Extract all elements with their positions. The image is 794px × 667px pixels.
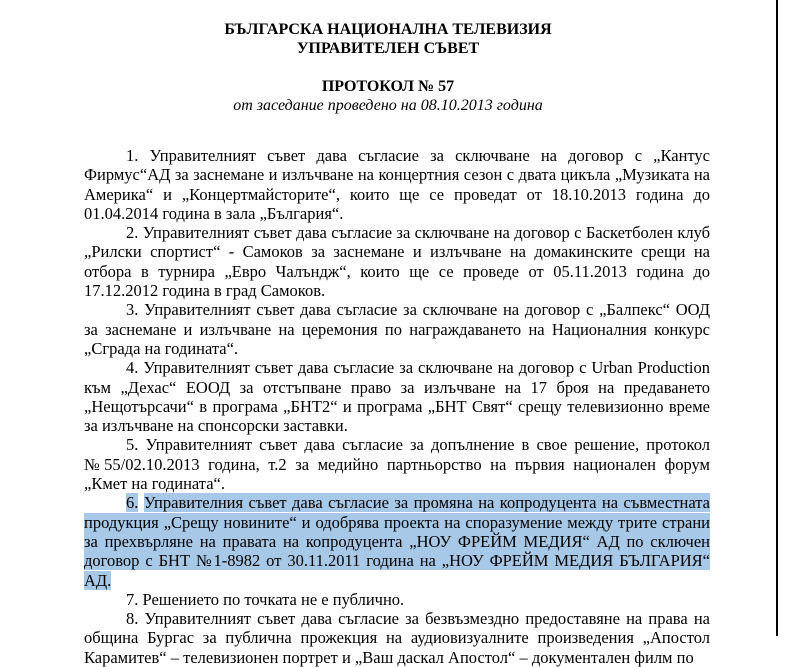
meeting-date-line: от заседание проведено на 08.10.2013 година xyxy=(233,97,543,114)
resolution-item-7 xyxy=(84,590,710,609)
resolution-text: Управителният съвет дава съгласие за сключване на договор с Баскетболен клуб „Рилски спортист“ - Самоков за заснемане и излъчване на домакинските срещи на отбора в турнира „Евро Чалъндж“, които ще се проведе от 05.11.2013 година до 17.12.2012 година в град Самоков. xyxy=(84,223,710,301)
protocol-title: ПРОТОКОЛ № 57 xyxy=(321,78,455,95)
resolution-item-3 xyxy=(84,300,710,358)
resolution-text: Управителният съвет дава съгласие за сключване на договор с Urban Production към „Дехас“ ЕООД за отстъпване право за излъчване на 17 броя на предаването „Нещотърсачи“ в програма „БНТ2“ и програма „БНТ Свят“ срещу телевизионно време за излъчване на спонсорски заставки. xyxy=(84,358,710,436)
resolution-item-2 xyxy=(84,223,710,300)
resolutions-list xyxy=(84,146,710,667)
resolution-number: 3. xyxy=(126,300,139,320)
resolution-number: 2. xyxy=(126,223,139,243)
board-title: УПРАВИТЕЛЕН СЪВЕТ xyxy=(296,40,480,57)
resolution-text: Управителният съвет дава съгласие за допълнение в свое решение, протокол №55/02.10.2013 година, т.2 за медийно партньорство на първия национален форум „Кмет на годината“. xyxy=(84,435,710,494)
selected-text-highlight[interactable]: Управителния съвет дава съгласие за промяна на копродуцента на съвместната продукция „Срещу новините“ и одобрява проекта на споразумение между трите страни за прехвърляне на правата на копродуцента „НОУ ФРЕЙМ МЕДИЯ“ АД по сключен договор с БНТ №1-8982 от 30.11.2011 година на „НОУ ФРЕЙМ МЕДИЯ БЪЛГАРИЯ“ АД. xyxy=(84,493,711,590)
resolution-text: Управителният съвет дава съгласие за сключване на договор с „Балпекс“ ООД за заснемане и излъчване на церемония по награждаването на Националния конкурс „Сграда на годината“. xyxy=(84,300,710,358)
resolution-item-6-selected[interactable] xyxy=(84,493,710,589)
resolution-number[interactable]: 6. xyxy=(126,493,139,513)
window-gutter xyxy=(778,0,794,636)
organization-title: БЪЛГАРСКА НАЦИОНАЛНА ТЕЛЕВИЗИЯ xyxy=(224,21,552,38)
resolution-text: Управителният съвет дава съгласие за сключване на договор с „Кантус Фирмус“АД за заснемане и излъчване на концертния сезон с двата цикъла „Музиката на Америка“ и „Концертмайсторите“, които ще се проведат от 18.10.2013 година до 01.04.2014 година в зала „България“. xyxy=(84,146,710,223)
resolution-number: 7. xyxy=(126,589,139,609)
resolution-number: 4. xyxy=(126,358,139,378)
resolution-item-5 xyxy=(84,435,710,493)
resolution-number: 5. xyxy=(126,435,139,455)
resolution-number: 1. xyxy=(126,146,139,165)
resolution-item-4 xyxy=(84,358,710,435)
resolution-text: Решението по точката не е публично. xyxy=(142,589,405,609)
resolution-item-1 xyxy=(84,146,710,223)
resolution-item-8 xyxy=(84,609,710,667)
resolution-text: Управителният съвет дава съгласие за безвъзмездно предоставяне на права на община Бургас за публична прожекция на аудиовизуалните произведения „Апостол Карамитев“ – телевизионен портрет и „Ваш даскал Апостол“ – документален филм по xyxy=(84,609,710,667)
resolution-number: 8. xyxy=(126,609,139,629)
